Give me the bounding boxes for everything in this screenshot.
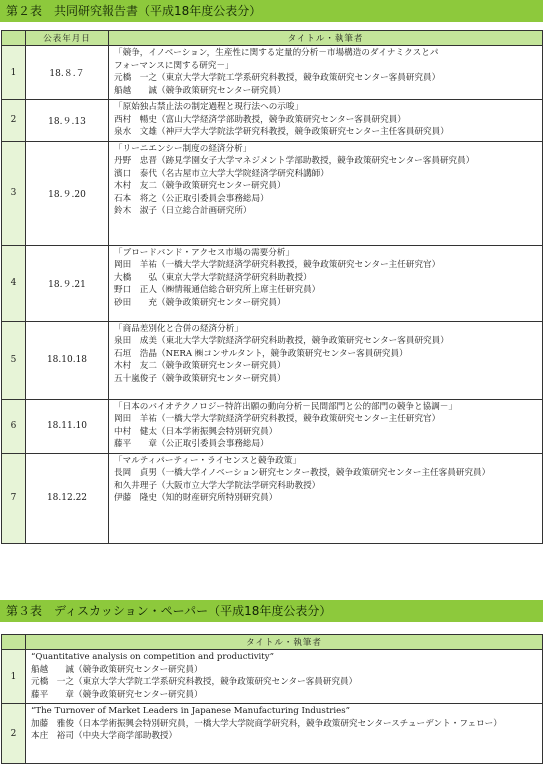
row-number: 6 xyxy=(2,399,26,453)
author-line: 藤平 章（競争政策研究センター研究員） xyxy=(31,689,203,700)
author-line: 木村 友二（競争政策研究センター研究員） xyxy=(114,181,286,191)
header-title-authors: タイトル・執筆者 xyxy=(26,635,543,650)
table-row xyxy=(2,141,543,245)
paper-title: “Quantitative analysis on competition and productivity” xyxy=(31,652,275,662)
header-date: 公表年月日 xyxy=(26,31,109,46)
author-line: 藤平 章（公正取引委員会事務総局） xyxy=(114,439,269,449)
author-line: 伊藤 隆史（知的財産研究所特別研究員） xyxy=(114,493,278,503)
title-authors-cell xyxy=(109,245,543,321)
title-authors-cell xyxy=(109,399,543,453)
author-line: 丹野 忠晋（跡見学園女子大学マネジメント学部助教授，競争政策研究センター客員研究員） xyxy=(114,156,475,166)
author-line: 濱口 泰代（名古屋市立大学大学院経済学研究科講師） xyxy=(114,168,329,179)
author-line: 五十嵐俊子（競争政策研究センター研究員） xyxy=(114,373,286,384)
table-row xyxy=(2,650,543,704)
author-line: 中村 健太（日本学術振興会特別研究員） xyxy=(114,426,278,437)
table-row xyxy=(2,704,543,764)
author-line: 野口 正人（㈱情報通信総合研究所上席主任研究員） xyxy=(114,285,321,295)
publication-date: 18.12.22 xyxy=(26,453,109,543)
discussion-paper-table xyxy=(1,634,543,764)
report-title: 「原始独占禁止法の制定過程と現行法への示唆」 xyxy=(114,102,304,112)
author-line: 木村 友二（競争政策研究センター研究員） xyxy=(114,361,286,371)
row-number: 2 xyxy=(2,100,26,142)
row-number: 5 xyxy=(2,321,26,399)
report-title: 「ブロードバンド・アクセス市場の需要分析」 xyxy=(114,247,295,258)
table3-title: 第３表 ディスカッション・ペーパー（平成18年度公表分） xyxy=(0,600,543,622)
header-number xyxy=(2,31,26,46)
header-title-authors: タイトル・執筆者 xyxy=(109,31,543,46)
report-title-cont: フォーマンスに関する研究－」 xyxy=(114,60,234,71)
table-row xyxy=(2,245,543,321)
table-row xyxy=(2,399,543,453)
header-number xyxy=(2,635,26,650)
report-title: 「商品差別化と合併の経済分析」 xyxy=(114,323,243,334)
author-line: 西村 暢史（富山大学経済学部助教授，競争政策研究センター客員研究員） xyxy=(114,114,406,125)
row-number: 7 xyxy=(2,453,26,543)
title-authors-cell xyxy=(109,141,543,245)
author-line: 岡田 羊祐（一橋大学大学院経済学研究科教授，競争政策研究センター主任研究官） xyxy=(114,414,441,424)
author-line: 石垣 浩晶（NERA ㈱コンサルタント，競争政策研究センター客員研究員） xyxy=(114,348,408,359)
author-line: 大橋 弘（東京大学大学院経済学研究科助教授） xyxy=(114,272,312,283)
table-row xyxy=(2,321,543,399)
title-authors-cell xyxy=(26,650,543,704)
paper-title: “The Turnover of Market Leaders in Japanese Manufacturing Industries” xyxy=(31,706,351,716)
table-row xyxy=(2,46,543,100)
title-authors-cell xyxy=(109,46,543,100)
title-authors-cell xyxy=(109,453,543,543)
title-authors-cell xyxy=(26,704,543,764)
author-line: 鈴木 淑子（日立総合計画研究所） xyxy=(114,206,252,216)
report-title: 「マルティパーティー・ライセンスと競争政策」 xyxy=(114,455,301,466)
publication-date: 18.10.18 xyxy=(26,321,109,399)
author-line: 元橋 一之（東京大学大学院工学系研究科教授，競争政策研究センター客員研究員） xyxy=(114,73,441,83)
publication-date: 18.９.20 xyxy=(26,141,109,245)
row-number: 1 xyxy=(2,46,26,100)
row-number: 1 xyxy=(2,650,26,704)
author-line: 砂田 充（競争政策研究センター研究員） xyxy=(114,297,286,308)
author-line: 石本 将之（公正取引委員会事務総局） xyxy=(114,193,269,204)
author-line: 泉水 文雄（神戸大学大学院法学研究科教授，競争政策研究センター主任客員研究員） xyxy=(114,127,449,137)
title-authors-cell xyxy=(109,321,543,399)
publication-date: 18.11.10 xyxy=(26,399,109,453)
table-row xyxy=(2,100,543,142)
author-line: 和久井理子（大阪市立大学大学院法学研究科助教授） xyxy=(114,480,321,491)
author-line: 加藤 雅俊（日本学術振興会特別研究員，一橋大学大学院商学研究科，競争政策研究センタースチューデント・フェロー） xyxy=(31,718,502,729)
row-number: 2 xyxy=(2,704,26,764)
row-number: 4 xyxy=(2,245,26,321)
report-title: 「リーニエンシー制度の経済分析」 xyxy=(114,143,252,154)
table-header-row xyxy=(2,635,543,650)
title-authors-cell xyxy=(109,100,543,142)
table2-title: 第２表 共同研究報告書（平成18年度公表分） xyxy=(0,0,543,22)
table-row xyxy=(2,453,543,543)
report-title: 「日本のバイオテクノロジー特許出願の動向分析－民間部門と公的部門の競争と協調－」 xyxy=(114,401,457,412)
table-header-row xyxy=(2,31,543,46)
author-line: 長岡 貞男（一橋大学イノベーション研究センター教授，競争政策研究センター主任客員研究員） xyxy=(114,468,491,478)
author-line: 本庄 裕司（中央大学商学部助教授） xyxy=(31,731,178,741)
report-title: 「競争，イノベーション，生産性に関する定量的分析－市場構造のダイナミクスとパ xyxy=(114,48,439,58)
author-line: 船越 誠（競争政策研究センター研究員） xyxy=(31,664,203,675)
row-number: 3 xyxy=(2,141,26,245)
publication-date: 18.９.21 xyxy=(26,245,109,321)
publication-date: 18.８.７ xyxy=(26,46,109,100)
author-line: 船越 誠（競争政策研究センター研究員） xyxy=(114,85,286,96)
author-line: 元橋 一之（東京大学大学院工学系研究科教授，競争政策研究センター客員研究員） xyxy=(31,677,358,687)
author-line: 岡田 羊祐（一橋大学大学院経済学研究科教授，競争政策研究センター主任研究官） xyxy=(114,260,441,270)
publication-date: 18.９.13 xyxy=(26,100,109,142)
research-report-table xyxy=(1,30,543,544)
author-line: 泉田 成美（東北大学大学院経済学研究科助教授，競争政策研究センター客員研究員） xyxy=(114,336,449,346)
